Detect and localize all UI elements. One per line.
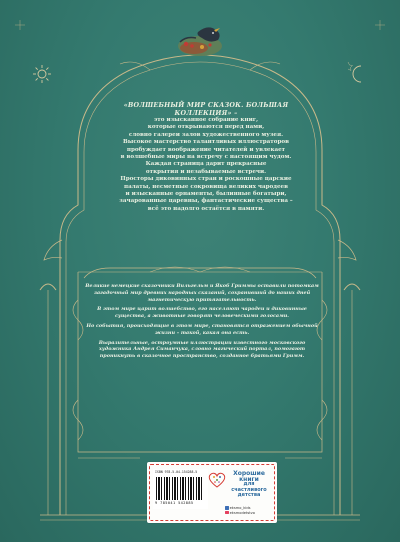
blurb-line: и изысканные орнаменты, былинные богатыри, [125, 191, 287, 198]
blurb-line: зачарованные царевны, фантастические существа – [119, 198, 293, 205]
series-title: «ВОЛШЕБНЫЙ МИР СКАЗОК. БОЛЬШАЯ КОЛЛЕКЦИЯ» – [123, 101, 289, 117]
tagline-line: для счастливого [231, 481, 267, 493]
publisher-sticker [147, 462, 277, 523]
description-paragraph: Но события, происходящие в этом мире, становятся отражением обычной жизни – такой, какая она есть. [86, 322, 318, 336]
tagline-line: книги [239, 475, 259, 483]
description-paragraph: Выразительные, остроумные иллюстрации известного московского художника Андрея Симанчука, словно магический портал, помогают проникнуть в сказочное пространство, созданное братьями Гримм. [98, 339, 306, 360]
blurb-line: палаты, несметные сокровища великих чародеев [124, 183, 288, 190]
blurb-line: Высокое мастерство талантливых иллюстраторов [122, 139, 289, 146]
blurb-line: пробуждает воображение читателей и увлекает [126, 146, 286, 153]
social-handle: eksmodetstvo [229, 510, 255, 515]
heart-logo-icon [207, 470, 227, 490]
blurb-line: всё это надолго остаётся в памяти. [147, 205, 265, 212]
social-links [225, 506, 255, 515]
crescent-moon-icon [348, 62, 361, 82]
vk-icon [225, 506, 229, 510]
blurb-line: открытия и незабываемые встречи. [145, 168, 267, 175]
sun-icon [33, 65, 51, 83]
social-instagram[interactable] [225, 511, 255, 516]
description-paragraph: Великие немецкие сказочники Вильгельм и Якоб Гриммы оставили потомкам загадочный мир древних народных сказаний, сохранивший до наших дней магнетическую притягательность. [85, 283, 319, 303]
blurb-line: Просторы диковинных стран и роскошные царские [120, 176, 292, 183]
tagline-line: Хорошие [233, 470, 265, 477]
instagram-icon [225, 511, 229, 515]
tagline-line: детства [237, 492, 261, 499]
description-block [84, 283, 320, 363]
publisher-tagline [225, 471, 273, 499]
blurb-line: словно галереи залов художественного музея. [128, 131, 284, 138]
barcode-bars [156, 477, 204, 500]
blurb-block [98, 101, 314, 213]
blurb-line: которые открываются перед нами, [147, 124, 265, 131]
blurb-line: это изысканное собрание книг, [153, 117, 259, 123]
blurb-line: Каждая страница дарит прекрасные [145, 161, 267, 168]
social-handle: eksmo_kids [229, 506, 251, 510]
barcode [153, 469, 208, 509]
description-paragraph: В этом мире царит волшебство, его населяют чародеи и диковинные существа, а животные говорят человеческими голосами. [97, 306, 307, 320]
barcode-digits: 9 785041 542885 [155, 501, 194, 505]
bird-vignette-icon [178, 27, 222, 56]
blurb-line: в волшебные миры на встречу с настоящим чудом. [120, 154, 292, 161]
isbn-text: ISBN 978-5-04-154288-5 [155, 470, 198, 474]
